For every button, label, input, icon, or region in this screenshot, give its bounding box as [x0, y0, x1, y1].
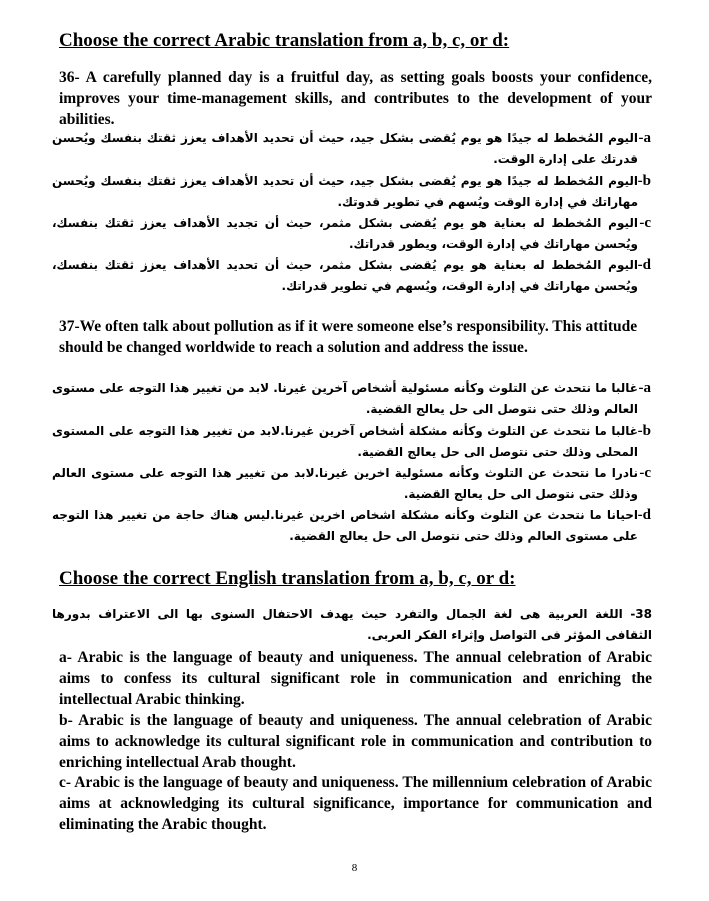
page-number: 8 — [351, 862, 358, 874]
q38-option-b: b- Arabic is the language of beauty and uniqueness. The annual celebration of Arabic aims to acknowledge its cultural significant role in communication and contribution to enriching intellectual Arab thought. — [59, 712, 652, 771]
q37-option-d-text: احيانا ما نتحدث عن التلوث وكأنه مشكلة اشخاص اخرين غيرنا.ليس هناك حاجة من تغيير هذا التوجه على مستوى العالم وذلك حتى نتوصل الى حل يعالج القضية. — [52, 508, 638, 543]
q37-option-c-text: نادرا ما نتحدث عن التلوث وكأنه مسئولية اخرين غيرنا.لابد من تغيير هذا التوجه على مستوى العالم وذلك حتى نتوصل الى حل يعالج القضية. — [52, 466, 638, 501]
q36-option-a-letter: -a — [638, 130, 651, 146]
question-36-stem: 36- A carefully planned day is a fruitful day, as setting goals boosts your confidence, improves your time-management skills, and contributes to the development of your abilities. — [59, 69, 652, 128]
q36-option-b-letter: -b — [637, 173, 651, 189]
q38-option-c: c- Arabic is the language of beauty and uniqueness. The millennium celebration of Arabic aims at acknowledging its cultural significance, importance for communication and eliminating the Arabic thought. — [59, 774, 652, 833]
q36-option-a-text: اليوم المُخطط له جيدًا هو يوم يُقضى بشكل جيد، حيث أن تحديد الأهداف يعزز ثقتك بنفسك ويُحسن قدرتك على إدارة الوقت. — [52, 131, 638, 166]
q37-option-d-letter: -d — [637, 507, 651, 523]
q37-option-b-text: غالبا ما نتحدث عن التلوث وكأنه مشكلة أشخاص آخرين غيرنا.لابد من تغيير هذا التوجه على المستوى المحلى وذلك حتى نتوصل الى حل يعالج القضية. — [52, 424, 638, 459]
q36-option-b-text: اليوم المُخطط له جيدًا هو يوم يُقضى بشكل جيد، حيث أن تحديد الأهداف يعزز ثقتك بنفسك ويُحسن مهاراتك في إدارة الوقت ويُسهم في تطوير قدوتك. — [52, 174, 638, 209]
q36-option-d-text: اليوم المُخطط له بعناية هو يوم يُقضى بشكل مثمر، حيث أن تحديد الأهداف يعزز ثقتك بنفسك، ويُحسن مهاراتك في إدارة الوقت، ويُسهم في تطوير قدراتك. — [52, 258, 638, 293]
q38-option-a: a- Arabic is the language of beauty and uniqueness. The annual celebration of Arabic aims to confess its cultural significant role in communication and enriching the intellectual Arabic thinking. — [59, 649, 652, 708]
question-37-stem: 37-We often talk about pollution as if it were someone else’s responsibility. This attitude should be changed worldwide to reach a solution and address the issue. — [59, 318, 638, 356]
q37-option-b-letter: -b — [637, 423, 651, 439]
question-38-stem: 38- اللغة العربية هى لغة الجمال والتفرد حيث يهدف الاحتفال السنوى بها الى الاعتراف بدورها الثقافى المؤثر فى التواصل وإثراء الفكر العربى. — [52, 607, 652, 642]
q36-option-c-text: اليوم المُخطط له بعناية هو يوم يُقضى بشكل مثمر، حيث أن تجديد الأهداف يعزز ثقتك بنفسك، ويُحسن مهاراتك في إدارة الوقت، ويطور قدراتك. — [52, 216, 638, 251]
section-heading-arabic-translation: Choose the correct Arabic translation from a, b, c, or d: — [59, 30, 510, 51]
q36-option-d-letter: -d — [637, 257, 651, 273]
q37-option-c-letter: -c — [639, 465, 651, 481]
q37-option-a-letter: -a — [638, 380, 651, 396]
q36-option-c-letter: -c — [639, 215, 651, 231]
q37-option-a-text: غالبا ما نتحدث عن التلوث وكأنه مسئولية أشخاص آخرين غيرنا. لابد من تغيير هذا التوجه على مستوى العالم وذلك حتى نتوصل الى حل يعالج القضية. — [52, 381, 638, 416]
section-heading-english-translation: Choose the correct English translation from a, b, c, or d: — [59, 568, 516, 589]
